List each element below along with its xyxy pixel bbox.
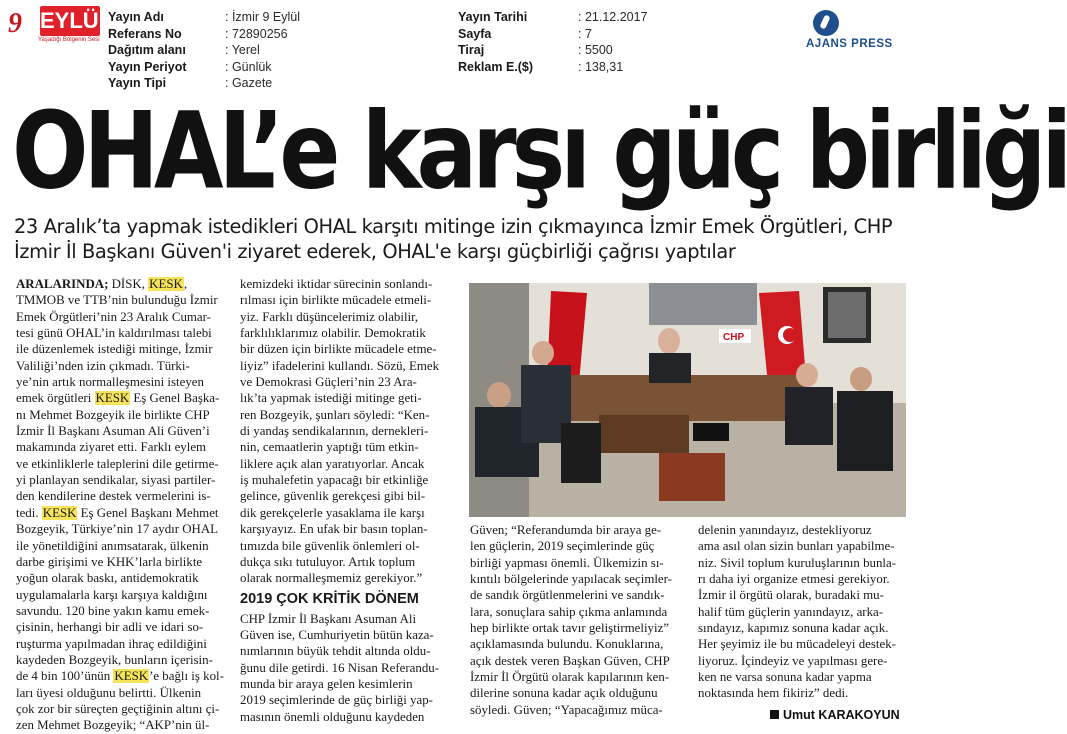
- text-line: tesi günü OHAL’in kaldırılması talebi: [16, 326, 212, 341]
- article-photo: [469, 283, 906, 517]
- text-line: dik gerekçelerle yasaklama ile karşı: [240, 505, 425, 520]
- text-line: ile düzenlemek istediği mitinge, İzmir: [16, 342, 213, 357]
- text-fragment: Eş Genel Başkanı Mehmet: [77, 505, 219, 520]
- text-line: liklere açık alan yaratıyorlar. Ancak: [240, 456, 425, 471]
- meta-label: Referans No: [108, 26, 182, 41]
- text-line: lık’ta yapmak istediği mitinge geti-: [240, 391, 422, 406]
- text-line: açık destek veren Başkan Güven, CHP: [470, 653, 670, 668]
- text-line: [16, 668, 226, 684]
- kesk-highlight: KESK: [42, 505, 77, 520]
- meta-value: : 21.12.2017: [578, 10, 648, 24]
- text-line: sındayız, kapımız sonuna kadar açık.: [698, 621, 889, 636]
- text-line: nımlarının büyük tehdit altında oldu-: [240, 644, 431, 659]
- text-fragment: Eş Genel Başka-: [130, 391, 220, 406]
- meta-label: Tiraj: [458, 43, 485, 57]
- text-line: İzmir il örgütü olarak, buradaki mu-: [698, 588, 884, 603]
- text-line: darbe girişimi ve KHK’larla birlikte: [16, 554, 203, 569]
- meta-value: : 72890256: [225, 26, 288, 41]
- meta-label: Dağıtım alanı: [108, 43, 186, 57]
- text-line: ile yönetildiğini anımsatarak, ülkenin: [16, 538, 209, 553]
- ajans-press-text: AJANS PRESS: [806, 38, 893, 50]
- text-fragment: DİSK,: [108, 277, 149, 291]
- meta-label: Sayfa: [458, 26, 492, 41]
- text-line: kemizdeki iktidar sürecinin sonlandı-: [240, 277, 433, 291]
- article-subheadline: 23 Aralık’ta yapmak istedikleri OHAL karşıtı mitinge izin çıkmayınca İzmir Emek Örgütleri, CHP İzmir İl Başkanı Güven'i ziyaret ederek, OHAL'e karşı güçbirliği çağrısı yaptılar: [14, 215, 893, 263]
- section-subtitle: 2019 ÇOK KRİTİK DÖNEM: [240, 590, 419, 607]
- meta-value: : Yerel: [225, 43, 260, 57]
- text-line: Valiliği’nden izin çıkmadı. Türki-: [16, 358, 190, 373]
- text-line: ken ne varsa sonuna kadar yapma: [698, 670, 872, 685]
- text-line: nin, cemaatlerin yaptığı tüm etkin-: [240, 440, 419, 455]
- meta-value: : 138,31: [578, 59, 624, 74]
- ajans-press-logo: [806, 10, 914, 50]
- text-line: noktasında hem fikiriz” dedi.: [698, 686, 849, 701]
- text-line: len güçlerin, 2019 seçimlerinde güç: [470, 539, 655, 554]
- meta-row: [458, 26, 678, 43]
- text-line: di yandaş sendikalarının, dernekleri-: [240, 424, 429, 439]
- kesk-highlight: KESK: [114, 669, 149, 684]
- text-line: kaydeden Bozgeyik, bunların içerisin-: [16, 652, 213, 667]
- text-line: çok zor bir süreçten geçtiğinin altını çi-: [16, 701, 220, 716]
- text-line: [16, 390, 226, 406]
- meta-label: Reklam E.($): [458, 59, 534, 74]
- meta-row: [458, 42, 678, 59]
- text-line: iş muhalefetin yapacağı bir etkinliğe: [240, 473, 429, 488]
- text-fragment: ,: [183, 277, 188, 291]
- text-line: 2019 seçimlerinde de güç birliği yap-: [240, 693, 433, 708]
- photo-sign-text: CHP: [723, 332, 745, 343]
- text-line: Güven ise, Cumhuriyetin bütün kaza-: [240, 627, 434, 642]
- text-line: rılması için birlikte mücadele etmeli-: [240, 293, 432, 308]
- meta-label: Yayın Tarihi: [458, 10, 528, 24]
- text-line: halif tüm güçlerin yanındayız, arka-: [698, 604, 884, 619]
- text-line: [16, 276, 226, 292]
- publication-meta-right: [458, 9, 678, 75]
- meta-label: Yayın Adı: [108, 10, 164, 24]
- text-line: dilerine sonuna kadar açık olduğunu: [470, 686, 658, 701]
- text-line: ama asıl olan sizin bunları yapabilme-: [698, 539, 895, 554]
- clipping-header: [0, 0, 920, 94]
- text-line: farklılıklarımız olabilir. Demokratik: [240, 326, 426, 341]
- text-line: yiz. Farklı düşüncelerimiz olabilir,: [240, 309, 419, 324]
- meta-row: [108, 9, 428, 26]
- text-line: liyoruz. İçindeyiz ve yapılması gere-: [698, 653, 888, 668]
- text-line: gelince, güvenlik gerekçesi gibi bil-: [240, 489, 426, 504]
- text-line: İzmir İl Örgütü olarak kapılarının ken-: [470, 670, 670, 685]
- text-line: açıklamasında bulundu. Konuklarına,: [470, 637, 664, 652]
- text-line: masının önemli olduğunu kaydeden: [240, 709, 425, 724]
- meta-value: : 7: [578, 26, 592, 41]
- newspaper-logo: [8, 6, 113, 46]
- meta-label: Yayın Periyot: [108, 59, 187, 74]
- text-fragment: emek örgütleri: [16, 391, 95, 406]
- meta-value: : 5500: [578, 43, 613, 57]
- text-line: birliği yapması önemli. Ülkemizin sı-: [470, 555, 664, 570]
- text-line: Güven; “Referandumda bir araya ge-: [470, 523, 662, 537]
- text-line: kıntılı bölgelerinde yapılacak seçimler-: [470, 572, 672, 587]
- text-line: niz. Sivil toplum kuruluşlarının bunla-: [698, 555, 896, 570]
- text-line: makamında ziyaret etti. Farklı eylem: [16, 440, 207, 455]
- meta-label: Yayın Tipi: [108, 76, 167, 90]
- ajans-press-icon: [813, 10, 839, 36]
- meta-row: [108, 26, 428, 43]
- meta-row: [458, 59, 678, 76]
- text-line: ları üyesi olduğunu belirtti. Ülkenin: [16, 685, 202, 700]
- text-line: liyiz” ifadelerini kullandı. Sözü, Emek: [240, 358, 440, 373]
- text-line: ruşturma yapılmadan ihraç edildiğini: [16, 636, 207, 651]
- text-line: CHP İzmir İl Başkanı Asuman Ali: [240, 611, 417, 626]
- publication-meta-left: [108, 9, 428, 92]
- text-line: den kendilerine destek vermelerini is-: [16, 489, 211, 504]
- text-line: TMMOB ve TTB’nin bulunduğu İzmir: [16, 293, 218, 308]
- article-column-3: [470, 522, 692, 718]
- text-line: hep birlikte ortak tavır geliştirmeliyiz”: [470, 621, 670, 636]
- meta-value: : İzmir 9 Eylül: [225, 10, 301, 24]
- text-fragment: tedi.: [16, 505, 42, 520]
- meta-value: : Günlük: [225, 59, 272, 74]
- text-line: savundu. 120 bine yakın kamu emek-: [16, 603, 210, 618]
- meta-row: [108, 42, 428, 59]
- text-line: ve Demokrasi Güçleri’nin 23 Ara-: [240, 375, 417, 390]
- meta-row: [108, 59, 428, 76]
- text-line: zen Mehmet Bozgeyik; “AKP’nin ül-: [16, 718, 210, 733]
- text-fragment: ’e bağlı iş kol-: [149, 669, 224, 684]
- logo-subtext: Yaşadığı Bölgenin Sesi: [38, 37, 100, 43]
- text-line: Bozgeyik, Türkiye’nin 17 aydır OHAL: [16, 522, 219, 537]
- text-line: bir düzen için birlikte mücadele etme-: [240, 342, 437, 357]
- text-line: lara, sonuçlara sahip çıkma anlamında: [470, 604, 668, 619]
- text-fragment: de 4 bin 100’ünün: [16, 669, 114, 684]
- text-line: Emek Örgütleri’nin 23 Aralık Cumar-: [16, 309, 211, 324]
- text-line: ren Bozgeyik, şunları söyledi: “Ken-: [240, 407, 430, 422]
- text-line: ye’nin artık normalleşmesini isteyen: [16, 375, 204, 390]
- text-line: nı Mehmet Bozgeyik ile birlikte CHP: [16, 407, 210, 422]
- article-column-2: [240, 276, 454, 725]
- text-line: İzmir İl Başkanı Asuman Ali Güven’i: [16, 424, 210, 439]
- kesk-highlight: KESK: [95, 391, 130, 406]
- text-line: uygulamalarla karşı karşıya kaldığını: [16, 587, 208, 602]
- author-byline: Umut KARAKOYUN: [770, 708, 900, 722]
- text-line: [16, 505, 226, 521]
- text-line: yi planlayan sendikalar, siyasi partiler-: [16, 473, 216, 488]
- text-line: tımızda bile güvenlik önlemleri ol-: [240, 538, 420, 553]
- text-line: munda bir araya gelen kesimlerin: [240, 676, 413, 691]
- article-headline: OHAL’e karşı güç birliği: [12, 89, 1067, 214]
- meta-value: : Gazete: [225, 76, 273, 90]
- article-column-4: [698, 522, 908, 702]
- lead-label: ARALARINDA;: [16, 277, 109, 291]
- text-line: karşıyayız. En ufak bir basın toplan-: [240, 522, 428, 537]
- text-line: rı daha iyi organize etmesi gerekiyor.: [698, 572, 890, 587]
- text-line: çisinin, herhangi bir adli ve idari so-: [16, 620, 204, 635]
- text-line: olarak normalleşmemiz gerekiyor.”: [240, 571, 423, 586]
- text-line: Her şeyimiz ile bu mücadeleyi destek-: [698, 637, 896, 652]
- text-line: yoğun olarak baskı, antidemokratik: [16, 571, 199, 586]
- text-line: de sandık örgütlenmelerini ve sandık-: [470, 588, 665, 603]
- text-line: söyledi. Güven; “Yapacağımız müca-: [470, 702, 663, 717]
- logo-eylul-text: EYLÜL: [40, 6, 100, 36]
- text-line: dukça sıkı tutuluyor. Artık toplum: [240, 554, 416, 569]
- article-column-1: [16, 276, 226, 734]
- text-line: ğunu dile getirdi. 16 Nisan Referandu-: [240, 660, 440, 675]
- text-line: delenin yanındayız, destekliyoruz: [698, 523, 872, 537]
- text-line: ve etkinliklerle taleplerini dile getirme-: [16, 456, 219, 471]
- logo-nine-glyph: 9: [8, 8, 21, 39]
- kesk-highlight: KESK: [149, 277, 183, 291]
- meta-row: [458, 9, 678, 26]
